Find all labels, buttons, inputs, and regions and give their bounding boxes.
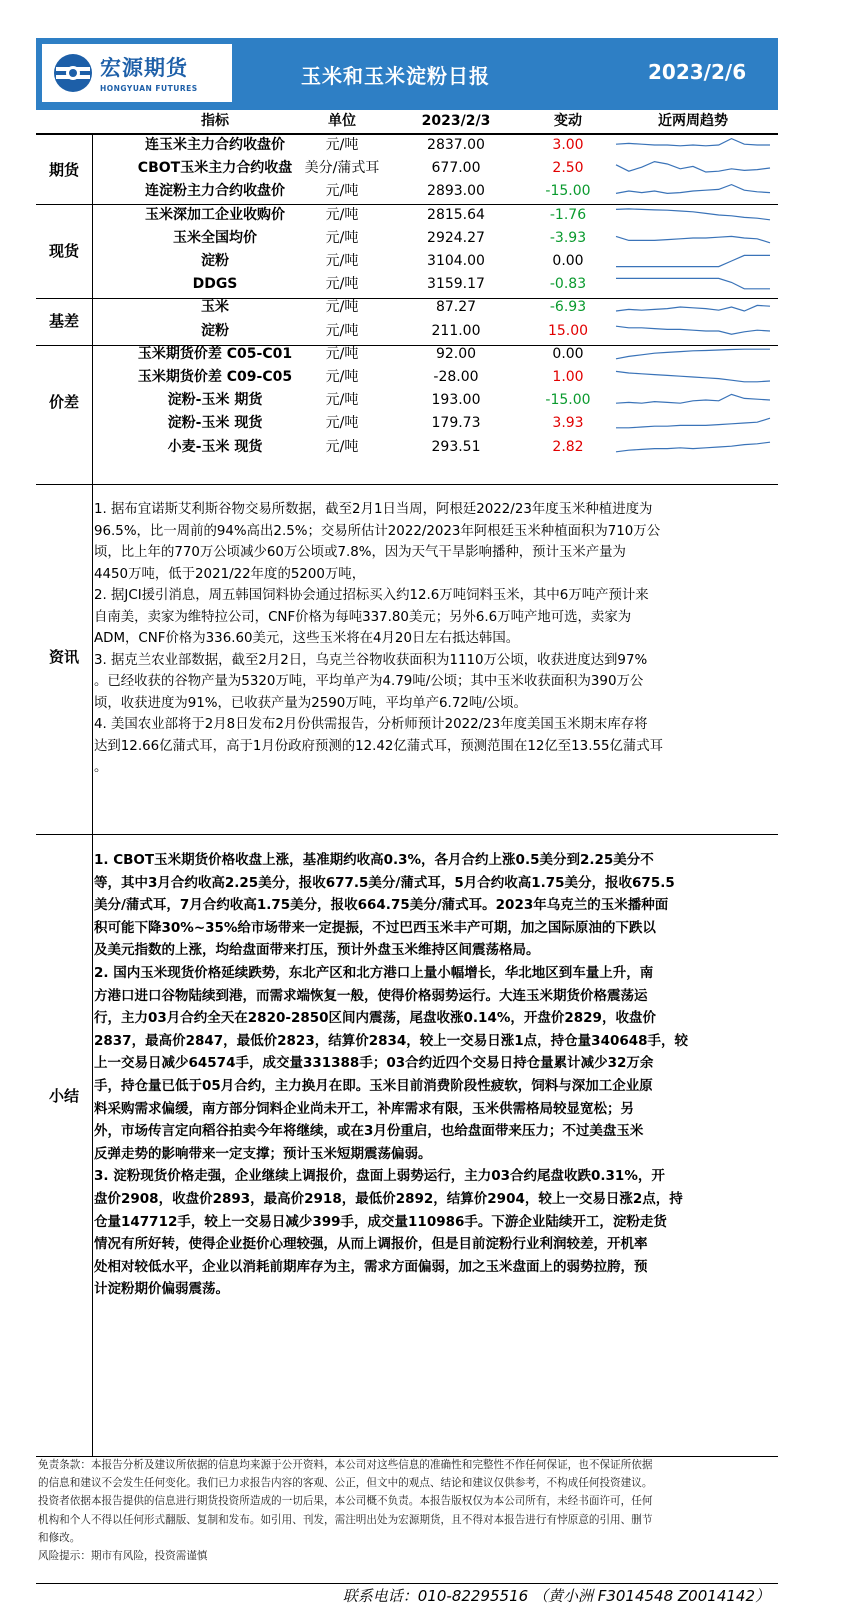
trend-line bbox=[616, 139, 770, 146]
summary-line: 手，持仓量已低于05月合约，主力换月在即。玉米目前消费阶段性疲软，饲料与深加工企业原 bbox=[94, 1077, 653, 1094]
table-divider bbox=[36, 133, 778, 135]
indicator-unit: 元/吨 bbox=[325, 299, 359, 316]
summary-text bbox=[94, 849, 776, 1301]
indicator-unit: 美分/蒲式耳 bbox=[304, 160, 380, 177]
trend-sparkline bbox=[612, 366, 774, 388]
indicator-change: 2.82 bbox=[552, 438, 584, 455]
trend-sparkline bbox=[612, 273, 774, 295]
table-divider bbox=[36, 484, 778, 485]
indicator-name: 连玉米主力合约收盘价 bbox=[145, 137, 285, 153]
trend-line bbox=[616, 349, 770, 359]
trend-sparkline bbox=[612, 320, 774, 342]
indicator-name: 玉米全国均价 bbox=[173, 229, 257, 246]
trend-line bbox=[616, 395, 770, 404]
indicator-change: -1.76 bbox=[549, 206, 587, 223]
trend-sparkline bbox=[612, 436, 774, 458]
column-header-unit: 单位 bbox=[328, 113, 356, 129]
trend-line bbox=[616, 279, 770, 289]
summary-line: 美分/蒲式耳，7月合约收高1.75美分，报收664.75美分/蒲式耳。2023年乌克兰的玉米播种面 bbox=[94, 897, 669, 914]
indicator-value: 92.00 bbox=[435, 345, 477, 362]
summary-line: 方港口进口谷物陆续到港，而需求端恢复一般，使得价格弱势运行。大连玉米期货价格震荡运 bbox=[94, 987, 648, 1004]
indicator-name: 淀粉-玉米 现货 bbox=[167, 415, 263, 432]
indicator-value: 2893.00 bbox=[427, 183, 485, 200]
indicator-unit: 元/吨 bbox=[325, 137, 359, 153]
summary-label: 小结 bbox=[48, 1087, 79, 1105]
trend-sparkline bbox=[612, 389, 774, 411]
indicator-value: 2924.27 bbox=[427, 229, 485, 246]
report-page bbox=[36, 38, 778, 1609]
category-label: 价差 bbox=[48, 392, 79, 411]
indicator-name: DDGS bbox=[192, 276, 238, 293]
news-line: 达到12.66亿蒲式耳，高于1月份政府预测的12.42亿蒲式耳，预测范围在12亿至13.55亿蒲式耳 bbox=[94, 738, 664, 754]
indicator-unit: 元/吨 bbox=[325, 322, 359, 339]
indicator-unit: 元/吨 bbox=[325, 276, 359, 293]
indicator-value: 179.73 bbox=[431, 415, 481, 432]
indicator-value: 2815.64 bbox=[427, 206, 485, 223]
news-line: 3. 据克兰农业部数据，截至2月2日，乌克兰谷物收获面积为1110万公顷，收获进度达到97% bbox=[94, 652, 648, 668]
report-title: 玉米和玉米淀粉日报 bbox=[301, 64, 490, 88]
trend-sparkline bbox=[612, 157, 774, 179]
indicator-name: 玉米期货价差 C05-C01 bbox=[137, 345, 293, 362]
news-line: 自南美，卖家为维特拉公司，CNF价格为每吨337.80美元；另外6.6万吨产地可选，卖家为 bbox=[94, 609, 632, 625]
indicator-name: 玉米期货价差 C09-C05 bbox=[137, 369, 293, 385]
indicator-value: 211.00 bbox=[431, 322, 481, 339]
indicator-value: 3104.00 bbox=[427, 253, 485, 269]
news-line: 。 bbox=[94, 760, 108, 775]
trend-line bbox=[616, 326, 770, 334]
trend-line bbox=[616, 185, 770, 194]
disclaimer bbox=[38, 1456, 776, 1565]
indicator-name: 淀粉-玉米 期货 bbox=[167, 392, 263, 409]
indicator-value: 3159.17 bbox=[427, 276, 485, 293]
table-divider bbox=[36, 298, 778, 299]
trend-sparkline bbox=[612, 296, 774, 318]
news-line: ADM，CNF价格为336.60美元，这些玉米将在4月20日左右抵达韩国。 bbox=[94, 631, 520, 646]
indicator-value: -28.00 bbox=[433, 369, 479, 385]
summary-line: 1. CBOT玉米期货价格收盘上涨，基准期约收高0.3%，各月合约上涨0.5美分到2.25美分不 bbox=[94, 852, 654, 868]
indicator-unit: 元/吨 bbox=[325, 206, 359, 223]
table-divider bbox=[36, 834, 778, 835]
indicator-name: CBOT玉米主力合约收盘 bbox=[137, 160, 293, 177]
indicator-change: 3.93 bbox=[552, 415, 584, 432]
summary-line: 处相对较低水平，企业以消耗前期库存为主，需求方面偏弱，加之玉米盘面上的弱势拉胯，预 bbox=[94, 1258, 648, 1275]
trend-line bbox=[616, 419, 770, 429]
indicator-unit: 元/吨 bbox=[325, 183, 359, 200]
indicator-change: 0.00 bbox=[552, 345, 584, 362]
indicator-unit: 元/吨 bbox=[325, 345, 359, 362]
logo-globe-icon bbox=[52, 52, 94, 94]
report-header bbox=[36, 38, 778, 110]
indicator-name: 连淀粉主力合约收盘价 bbox=[145, 183, 285, 200]
indicator-name: 玉米深加工企业收购价 bbox=[145, 206, 285, 223]
disclaimer-line: 投资者依据本报告提供的信息进行期货投资所造成的一切后果，本公司概不负责。本报告版权仅为本公司所有，未经书面许可，任何 bbox=[38, 1495, 653, 1508]
news-line: 4. 美国农业部将于2月8日发布2月份供需报告，分析师预计2022/23年度美国玉米期末库存将 bbox=[94, 717, 648, 732]
category-label: 期货 bbox=[48, 160, 79, 179]
indicator-change: 0.00 bbox=[552, 253, 584, 269]
logo-english-name: HONGYUAN FUTURES bbox=[100, 84, 198, 93]
table-divider bbox=[36, 204, 778, 205]
indicator-change: -0.83 bbox=[549, 276, 587, 293]
company-logo bbox=[42, 44, 232, 102]
disclaimer-line: 免责条款：本报告分析及建议所依据的信息均来源于公开资料，本公司对这些信息的准确性和完整性不作任何保证，也不保证所依据 bbox=[38, 1459, 653, 1471]
indicator-unit: 元/吨 bbox=[325, 438, 359, 455]
indicator-change: 3.00 bbox=[552, 137, 584, 153]
news-line: 顷，收获进度为91%，已收获产量为2590万吨，平均单产6.72吨/公顷。 bbox=[94, 695, 527, 711]
news-line: 4450万吨，低于2021/22年度的5200万吨， bbox=[94, 566, 366, 582]
disclaimer-line: 和修改。 bbox=[38, 1531, 81, 1544]
table-divider bbox=[36, 1456, 778, 1457]
indicator-change: -15.00 bbox=[545, 183, 591, 200]
summary-line: 积可能下降30%~35%给市场带来一定提振，不过巴西玉米丰产可期，加之国际原油的下跌以 bbox=[94, 919, 656, 936]
category-label: 现货 bbox=[48, 242, 79, 260]
summary-line: 情况有所好转，使得企业挺价心理较强，从而上调报价，但是目前淀粉行业利润较差，开机率 bbox=[94, 1236, 648, 1253]
category-label: 基差 bbox=[48, 311, 79, 330]
news-line: 96.5%，比一周前的94%高出2.5%；交易所估计2022/2023年阿根廷玉米种植面积为710万公 bbox=[94, 523, 661, 539]
trend-line bbox=[616, 442, 770, 452]
trend-line bbox=[616, 236, 770, 242]
indicator-unit: 元/吨 bbox=[325, 253, 359, 269]
indicator-unit: 元/吨 bbox=[325, 415, 359, 432]
trend-sparkline bbox=[612, 250, 774, 272]
indicator-change: 1.00 bbox=[552, 369, 584, 385]
indicator-change: 2.50 bbox=[552, 160, 584, 177]
risk-warning: 风险提示：期市有风险，投资需谨慎 bbox=[38, 1550, 208, 1563]
summary-line: 仓量147712手，较上一交易日减少399手，成交量110986手。下游企业陆续开工，淀粉走货 bbox=[94, 1213, 667, 1230]
trend-sparkline bbox=[612, 134, 774, 156]
indicator-name: 淀粉 bbox=[201, 253, 229, 269]
news-line: 。已经收获的谷物产量为5320万吨，平均单产为4.79吨/公顷；其中玉米收获面积为390万公 bbox=[94, 674, 644, 689]
news-line: 顷，比上年的770万公顷减少60万公顷或7.8%，因为天气干旱影响播种，预计玉米产量为 bbox=[94, 545, 626, 560]
indicator-unit: 元/吨 bbox=[325, 369, 359, 385]
summary-line: 等，其中3月合约收高2.25美分，报收677.5美分/蒲式耳，5月合约收高1.75美分，报收675.5 bbox=[94, 874, 675, 891]
indicator-name: 淀粉 bbox=[201, 322, 229, 339]
summary-line: 上一交易日减少64574手，成交量331388手；03合约近四个交易日持仓量累计减少32万余 bbox=[94, 1055, 654, 1072]
news-label: 资讯 bbox=[48, 648, 79, 666]
indicator-value: 293.51 bbox=[431, 438, 481, 455]
trend-sparkline bbox=[612, 204, 774, 226]
category-column-divider bbox=[92, 133, 93, 1456]
disclaimer-line: 机构和个人不得以任何形式翻版、复制和发布。如引用、刊发，需注明出处为宏源期货，且不得对本报告进行有悖原意的引用、删节 bbox=[38, 1513, 653, 1526]
trend-sparkline bbox=[612, 343, 774, 365]
summary-line: 及美元指数的上涨，均给盘面带来打压，预计外盘玉米维持区间震荡格局。 bbox=[94, 942, 540, 959]
trend-line bbox=[616, 371, 770, 381]
summary-line: 盘价2908，收盘价2893，最高价2918，最低价2892，结算价2904，较上一交易日涨2点，持 bbox=[94, 1190, 683, 1207]
indicator-value: 193.00 bbox=[431, 392, 481, 409]
trend-sparkline bbox=[612, 227, 774, 249]
news-line: 2. 据JCI援引消息，周五韩国饲料协会通过招标买入约12.6万吨饲料玉米，其中6万吨产预计来 bbox=[94, 588, 649, 603]
logo-chinese-name: 宏源期货 bbox=[100, 56, 188, 80]
indicator-value: 2837.00 bbox=[427, 137, 485, 153]
report-date: 2023/2/6 bbox=[648, 60, 747, 84]
column-header-date: 2023/2/3 bbox=[421, 113, 491, 129]
column-header-trend: 近两周趋势 bbox=[658, 113, 728, 129]
summary-line: 计淀粉期价偏弱震荡。 bbox=[94, 1281, 229, 1298]
table-divider bbox=[36, 345, 778, 346]
summary-line: 2837，最高价2847，最低价2823，结算价2834，较上一交易日涨1点，持仓量340648手，较 bbox=[94, 1032, 689, 1049]
trend-sparkline bbox=[612, 180, 774, 202]
news-text bbox=[94, 499, 774, 779]
news-line: 1. 据布宜诺斯艾利斯谷物交易所数据，截至2月1日当周，阿根廷2022/23年度玉米种植进度为 bbox=[94, 502, 653, 517]
summary-line: 反弹走势的影响带来一定支撑；预计玉米短期震荡偏弱。 bbox=[94, 1145, 432, 1162]
contact-info: 联系电话：010-82295516 （黄小洲 F3014548 Z0014142） bbox=[342, 1587, 770, 1605]
table-divider bbox=[36, 1583, 778, 1584]
indicator-value: 87.27 bbox=[435, 299, 477, 316]
trend-sparkline bbox=[612, 412, 774, 434]
summary-line: 外，市场传言定向稻谷拍卖今年将继续，或在3月份重启，也给盘面带来压力；不过美盘玉米 bbox=[94, 1123, 644, 1140]
indicator-name: 小麦-玉米 现货 bbox=[167, 438, 263, 455]
trend-line bbox=[616, 208, 770, 219]
indicator-name: 玉米 bbox=[201, 299, 229, 316]
indicator-change: -3.93 bbox=[549, 229, 587, 246]
indicator-change: -15.00 bbox=[545, 392, 591, 409]
indicator-change: 15.00 bbox=[547, 322, 589, 339]
indicator-value: 677.00 bbox=[431, 160, 481, 177]
trend-line bbox=[616, 306, 770, 312]
indicator-change: -6.93 bbox=[549, 299, 587, 316]
summary-line: 行，主力03月合约全天在2820-2850区间内震荡，尾盘收涨0.14%，开盘价2829，收盘价 bbox=[94, 1010, 656, 1027]
summary-line: 料采购需求偏缓，南方部分饲料企业尚未开工，补库需求有限，玉米供需格局较显宽松；另 bbox=[94, 1100, 634, 1117]
trend-line bbox=[616, 162, 770, 172]
summary-line: 3. 淀粉现货价格走强，企业继续上调报价，盘面上弱势运行，主力03合约尾盘收跌0.31%，开 bbox=[94, 1168, 665, 1185]
summary-line: 2. 国内玉米现货价格延续跌势，东北产区和北方港口上量小幅增长，华北地区到车量上升，南 bbox=[94, 964, 654, 981]
indicator-unit: 元/吨 bbox=[325, 392, 359, 409]
indicator-unit: 元/吨 bbox=[325, 229, 359, 246]
trend-line bbox=[616, 255, 770, 266]
column-header-change: 变动 bbox=[554, 113, 582, 129]
column-header-indicator: 指标 bbox=[201, 113, 229, 129]
disclaimer-line: 的信息和建议不会发生任何变化。我们已力求报告内容的客观、公正，但文中的观点、结论和建议仅供参考，不构成任何投资建议。 bbox=[38, 1477, 653, 1490]
